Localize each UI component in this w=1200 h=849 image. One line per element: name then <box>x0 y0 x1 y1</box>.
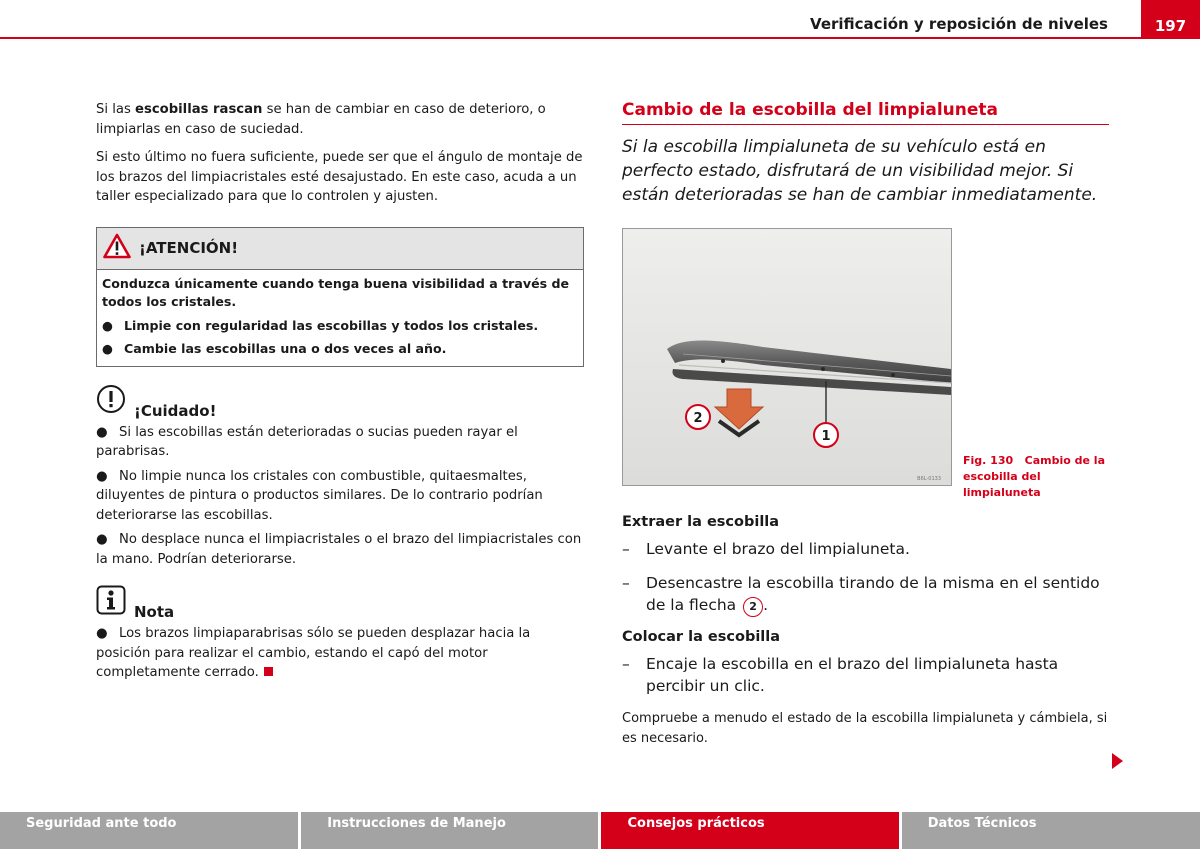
lead-paragraph: Si la escobilla limpialuneta de su vehículo está en perfecto estado, disfrutará de un visibilidad mejor. Si están deterioradas se han de cambiar inmediatamente. <box>622 137 1098 205</box>
bullet-icon: ● <box>96 424 108 440</box>
warning-item: ● Cambie las escobillas una o dos veces al año. <box>102 340 577 359</box>
tab-datos[interactable]: Datos Técnicos <box>902 812 1200 849</box>
page-number: 197 <box>1141 0 1200 39</box>
bullet-icon: ● <box>102 341 113 356</box>
info-icon <box>96 585 126 619</box>
header-section-title: Verificación y reposición de niveles <box>810 15 1108 33</box>
callout-2 <box>686 405 710 429</box>
note-item: ● Los brazos limpiaparabrisas sólo se pueden desplazar hacia la posición para realizar el cambio, estando el capó del motor completamente cerrado. <box>96 626 531 680</box>
header-rule <box>0 37 1141 39</box>
tab-consejos[interactable]: Consejos prácticos <box>601 812 898 849</box>
procedure <box>622 514 1109 748</box>
bullet-icon: ● <box>102 317 113 333</box>
caution-body <box>96 423 584 570</box>
warning-title: ¡ATENCIÓN! <box>139 239 239 257</box>
paragraph-wiper-scratch: Si las escobillas rascan se han de cambiar en caso de deterioro, o limpiarlas en caso de suciedad. <box>96 102 546 137</box>
bullet-icon: ● <box>96 468 108 484</box>
warning-header <box>97 228 583 270</box>
caution-item: ● No limpie nunca los cristales con combustible, quitaesmaltes, diluyentes de pintura o productos similares. De lo contrario podrían deteriorarse las escobillas. <box>96 468 543 523</box>
caution-section <box>96 385 584 570</box>
svg-text:2: 2 <box>693 411 703 426</box>
caution-item: ● Si las escobillas están deterioradas o sucias pueden rayar el parabrisas. <box>96 424 518 459</box>
warning-triangle-icon <box>103 233 131 263</box>
install-step: – Encaje la escobilla en el brazo del limpialuneta hasta percibir un clic. <box>622 655 1059 695</box>
caution-header <box>96 385 584 418</box>
svg-text:1: 1 <box>821 429 831 444</box>
note-title: Nota <box>134 603 175 621</box>
next-page-arrow-icon <box>1112 753 1123 769</box>
caution-title: ¡Cuidado! <box>134 401 217 420</box>
remove-heading: Extraer la escobilla <box>622 514 780 530</box>
figure-code: B6L-0133 <box>917 476 941 482</box>
note-section <box>96 587 584 683</box>
callout-1 <box>814 423 838 447</box>
section-title: Cambio de la escobilla del limpialuneta <box>622 100 1109 125</box>
remove-step: – Desencastre la escobilla tirando de la misma en el sentido de la flecha 2 . <box>622 572 1109 617</box>
footer-nav <box>0 812 1200 849</box>
right-column <box>622 100 1109 207</box>
left-column <box>96 100 584 683</box>
paragraph-arm-angle: Si esto último no fuera suficiente, puede ser que el ángulo de montaje de los brazos del limpiacristales esté desajustado. En este caso, acuda a un taller especializado para que lo controlen y ajusten. <box>96 150 583 204</box>
note-header <box>96 587 584 619</box>
install-heading: Colocar la escobilla <box>622 629 781 645</box>
end-of-section-mark <box>264 667 273 676</box>
exclamation-circle-icon <box>96 384 126 418</box>
warning-box <box>96 227 584 367</box>
warning-body <box>97 270 583 366</box>
figure-caption: Fig. 130 Cambio de la escobilla del limpialuneta <box>963 454 1105 499</box>
caution-item: ● No desplace nunca el limpiacristales o el brazo del limpiacristales con la mano. Podrían deteriorarse. <box>96 532 582 567</box>
remove-step: – Levante el brazo del limpialuneta. <box>622 540 910 558</box>
tab-seguridad[interactable]: Seguridad ante todo <box>0 812 298 849</box>
note-body <box>96 624 584 683</box>
warning-intro: Conduzca únicamente cuando tenga buena visibilidad a través de todos los cristales. <box>102 275 570 309</box>
tab-instrucciones[interactable]: Instrucciones de Manejo <box>301 812 598 849</box>
warning-item: ● Limpie con regularidad las escobillas y todos los cristales. <box>102 317 577 336</box>
callout-ref-2: 2 <box>743 597 763 617</box>
bullet-icon: ● <box>96 532 108 547</box>
figure-wiper-blade <box>622 228 952 486</box>
bullet-icon: ● <box>96 626 108 641</box>
closing-paragraph: Compruebe a menudo el estado de la escobilla limpialuneta y cámbiela, si es necesario. <box>622 711 1108 746</box>
